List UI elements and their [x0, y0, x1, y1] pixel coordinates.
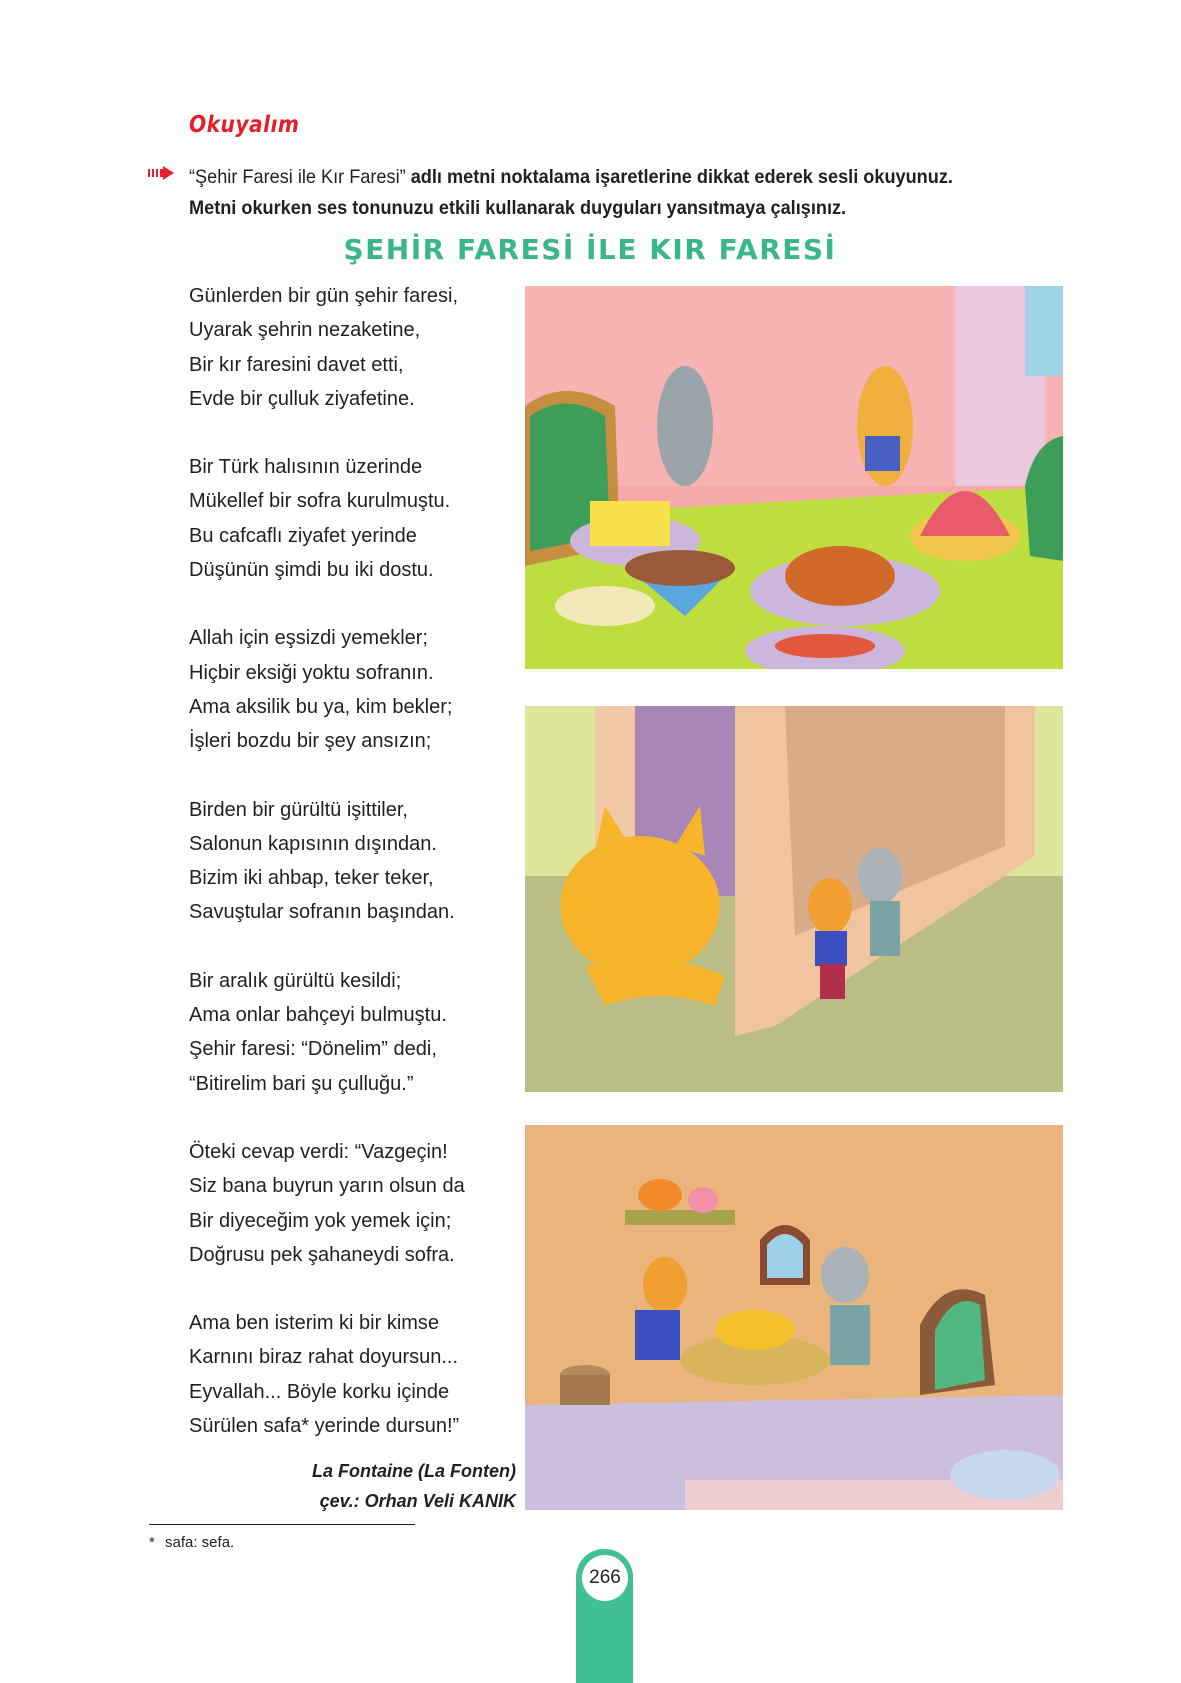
poem-line: Allah için eşsizdi yemekler; — [189, 627, 428, 650]
poem-line: “Bitirelim bari şu çulluğu.” — [189, 1072, 414, 1095]
poem-line: Savuştular sofranın başından. — [189, 901, 455, 924]
poem-body — [189, 279, 509, 1477]
poem-line: Ama ben isterim ki bir kimse — [189, 1312, 440, 1335]
poem-line: Bir diyeceğim yok yemek için; — [189, 1209, 452, 1232]
poem-line: Mükellef bir sofra kurulmuştu. — [189, 490, 451, 513]
poem-line: Düşünün şimdi bu iki dostu. — [189, 559, 434, 582]
footnote-divider — [149, 1524, 415, 1525]
country-house-illustration — [525, 1125, 1063, 1510]
stanza — [189, 1306, 509, 1443]
stanza — [189, 964, 509, 1101]
section-label: Okuyalım — [189, 112, 300, 138]
footnote-marker: * — [149, 1534, 155, 1551]
poem-line: Siz bana buyrun yarın olsun da — [189, 1175, 465, 1198]
instruction-line-1: “Şehir Faresi ile Kır Faresi” adlı metni noktalama işaretlerine dikkat ederek sesli okuyunuz. — [189, 166, 953, 188]
poem-line: Birden bir gürültü işittiler, — [189, 798, 408, 821]
poem-line: Evde bir çulluk ziyafetine. — [189, 387, 415, 410]
translator: çev.: Orhan Veli KANIK — [319, 1491, 516, 1511]
instruction-line-2: Metni okurken ses tonunuzu etkili kullanarak duyguları yansıtmaya çalışınız. — [189, 197, 847, 219]
instruction — [148, 162, 1078, 224]
cat-door-illustration — [525, 706, 1063, 1092]
stanza — [189, 793, 509, 930]
poem-line: Eyvallah... Böyle korku içinde — [189, 1380, 450, 1403]
poem-line: Doğrusu pek şahaneydi sofra. — [189, 1243, 455, 1266]
arrow-right-icon — [148, 166, 174, 180]
stanza — [189, 621, 509, 758]
poem-line: Salonun kapısının dışından. — [189, 832, 437, 855]
page-number: 266 — [582, 1555, 628, 1601]
poem-line: İşleri bozdu bir şey ansızın; — [189, 730, 432, 753]
poem-line: Hiçbir eksiği yoktu sofranın. — [189, 661, 434, 684]
author: La Fontaine (La Fonten) — [312, 1461, 516, 1481]
poem-line: Bu cafcaflı ziyafet yerinde — [189, 524, 417, 547]
poem-line: Günlerden bir gün şehir faresi, — [189, 285, 459, 307]
footnote — [149, 1534, 234, 1551]
poem-title: ŞEHİR FARESİ İLE KIR FARESİ — [343, 233, 837, 266]
poem-line: Bir kır faresini davet etti, — [189, 353, 404, 376]
stanza — [189, 279, 509, 416]
poem-line: Şehir faresi: “Dönelim” dedi, — [189, 1038, 437, 1061]
stanza — [189, 1135, 509, 1272]
poem-line: Ama onlar bahçeyi bulmuştu. — [189, 1004, 447, 1027]
feast-illustration — [525, 286, 1063, 669]
poem-line: Sürülen safa* yerinde dursun!” — [189, 1415, 460, 1438]
poem-line: Karnını biraz rahat doyursun... — [189, 1346, 459, 1369]
footnote-text: safa: sefa. — [165, 1534, 235, 1551]
attribution — [260, 1456, 516, 1516]
poem-line: Uyarak şehrin nezaketine, — [189, 319, 421, 342]
poem-line: Bir aralık gürültü kesildi; — [189, 969, 402, 992]
poem-line: Öteki cevap verdi: “Vazgeçin! — [189, 1140, 448, 1163]
poem-line: Ama aksilik bu ya, kim bekler; — [189, 695, 453, 718]
stanza — [189, 450, 509, 587]
poem-line: Bizim iki ahbap, teker teker, — [189, 867, 434, 890]
poem-line: Bir Türk halısının üzerinde — [189, 456, 423, 479]
